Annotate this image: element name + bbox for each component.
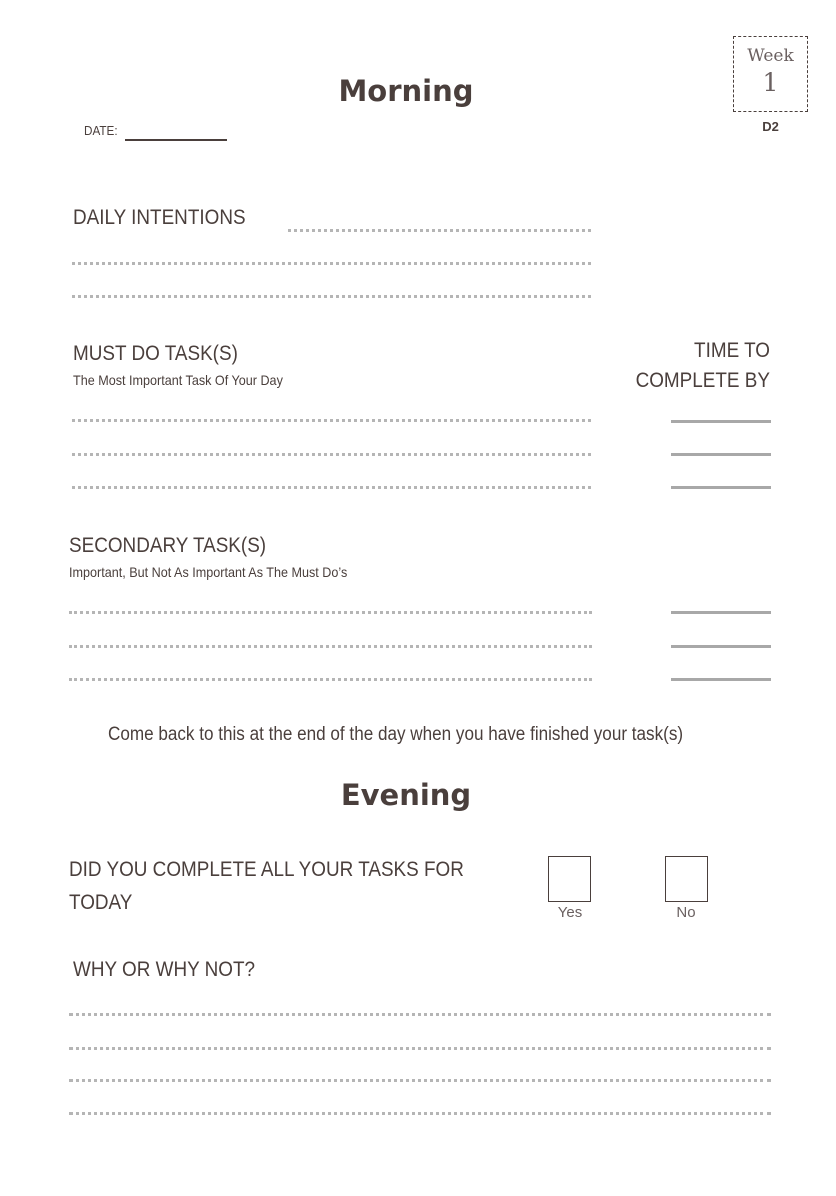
intention-line-1[interactable] — [288, 229, 591, 232]
yes-label: Yes — [557, 904, 583, 921]
must-do-line-2[interactable] — [72, 453, 591, 456]
week-number: 1 — [762, 68, 779, 97]
must-do-time-line-1[interactable] — [671, 420, 771, 423]
must-do-time-line-2[interactable] — [671, 453, 771, 456]
morning-title: Morning — [338, 74, 474, 108]
why-line-3[interactable] — [69, 1079, 771, 1082]
no-checkbox[interactable] — [665, 856, 708, 902]
no-label: No — [676, 904, 696, 921]
day-code: D2 — [762, 119, 779, 134]
evening-title: Evening — [340, 778, 472, 812]
secondary-subtitle: Important, But Not As Important As The Must Do’s — [69, 564, 348, 580]
secondary-line-1[interactable] — [69, 611, 592, 614]
why-line-1[interactable] — [69, 1013, 771, 1016]
secondary-line-3[interactable] — [69, 678, 592, 681]
secondary-time-line-2[interactable] — [671, 645, 771, 648]
secondary-line-2[interactable] — [69, 645, 592, 648]
must-do-line-1[interactable] — [72, 419, 591, 422]
why-line-4[interactable] — [69, 1112, 771, 1115]
secondary-title: SECONDARY TASK(S) — [69, 534, 267, 557]
must-do-time-line-3[interactable] — [671, 486, 771, 489]
completion-question — [69, 853, 508, 919]
question-line1: DID YOU COMPLETE ALL YOUR TASKS FOR — [69, 858, 464, 881]
week-box — [733, 36, 808, 112]
intention-line-2[interactable] — [72, 262, 591, 265]
must-do-title: MUST DO TASK(S) — [73, 342, 238, 365]
date-label: DATE: — [84, 123, 118, 138]
why-title: WHY OR WHY NOT? — [73, 958, 256, 981]
secondary-time-line-1[interactable] — [671, 611, 771, 614]
must-do-line-3[interactable] — [72, 486, 591, 489]
intention-line-3[interactable] — [72, 295, 591, 298]
time-label-line1: TIME TO — [694, 339, 770, 362]
secondary-time-line-3[interactable] — [671, 678, 771, 681]
must-do-subtitle: The Most Important Task Of Your Day — [73, 372, 283, 388]
time-label-line2: COMPLETE BY — [635, 369, 770, 392]
why-line-2[interactable] — [69, 1047, 771, 1050]
date-field[interactable] — [125, 139, 227, 141]
reminder-text: Come back to this at the end of the day when you have finished your task(s) — [108, 724, 684, 745]
question-line2: TODAY — [69, 891, 133, 914]
yes-checkbox[interactable] — [548, 856, 591, 902]
daily-intentions-title: DAILY INTENTIONS — [73, 206, 246, 229]
time-to-complete-label — [600, 336, 770, 396]
week-label: Week — [747, 46, 794, 66]
